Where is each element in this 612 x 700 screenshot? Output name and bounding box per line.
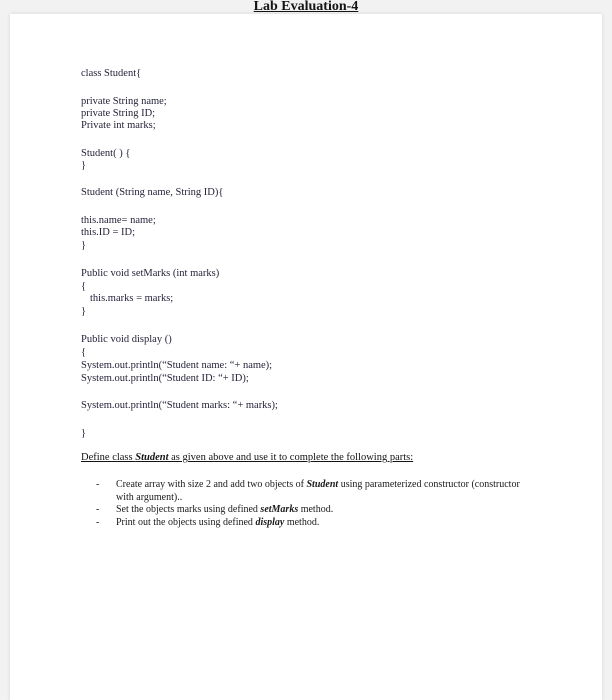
code-line-field-name: private String name; [81, 96, 167, 107]
task-heading-text: Define class [81, 452, 136, 463]
code-line-display-decl: Public void display () [81, 334, 172, 345]
task-heading-class-name: Student [135, 452, 169, 463]
code-line-field-marks: Private int marks; [81, 120, 156, 131]
list-item [96, 517, 536, 530]
page-title: Lab Evaluation-4 [253, 0, 359, 14]
list-item-text: Print out the objects using defined display method. [116, 516, 320, 528]
code-line-print-name: System.out.println(“Student name: “+ name); [81, 360, 273, 371]
code-line-assign-id: this.ID = ID; [81, 227, 136, 238]
code-line-class-decl: class Student{ [81, 68, 142, 79]
code-line-close-brace: } [81, 160, 87, 171]
task-list [96, 479, 536, 529]
list-item [96, 479, 536, 504]
bullet-dash: - [96, 516, 100, 528]
code-line-print-marks: System.out.println(“Student marks: “+ marks); [81, 400, 278, 411]
task-heading [81, 452, 413, 463]
code-line-open-brace: { [81, 281, 87, 292]
code-line-close-brace: } [81, 306, 87, 317]
code-line-print-id: System.out.println(“Student ID: “+ ID); [81, 373, 249, 384]
code-line-assign-marks: this.marks = marks; [90, 293, 174, 304]
code-line-assign-name: this.name= name; [81, 215, 156, 226]
bullet-dash: - [96, 479, 100, 490]
list-item [96, 504, 536, 517]
list-item-text: Set the objects marks using defined setMarks method. [116, 504, 334, 515]
bullet-dash: - [96, 504, 100, 515]
code-line-field-id: private String ID; [81, 108, 156, 119]
code-line-default-constructor: Student( ) { [81, 148, 131, 159]
code-line-open-brace: { [81, 347, 87, 358]
task-heading-text: as given above and use it to complete the following parts: [168, 452, 414, 463]
code-line-setmarks-decl: Public void setMarks (int marks) [81, 268, 220, 279]
code-line-close-brace: } [81, 240, 87, 251]
list-item-text: Create array with size 2 and add two objects of Student using parameterized constructor (constructor with argument).. [116, 479, 520, 503]
code-line-param-constructor: Student (String name, String ID){ [81, 187, 224, 198]
code-line-close-brace: } [81, 428, 87, 439]
